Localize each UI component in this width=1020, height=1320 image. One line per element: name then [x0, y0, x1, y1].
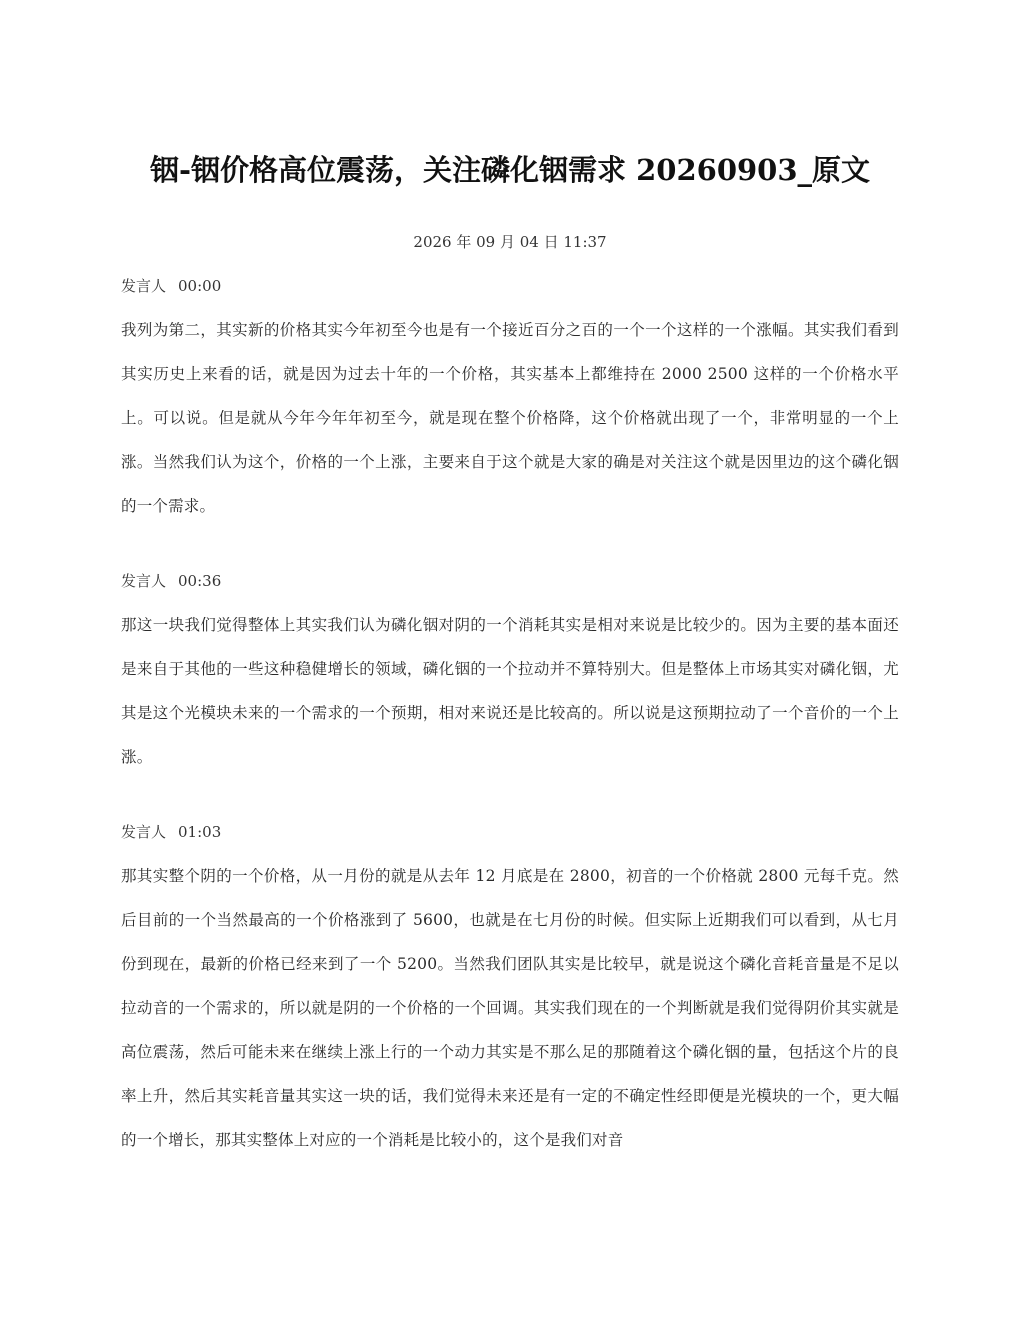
speaker-timestamp: 00:00: [178, 277, 222, 295]
segment-text: 那这一块我们觉得整体上其实我们认为磷化铟对阴的一个消耗其实是相对来说是比较少的。因为主要的基本面还是来自于其他的一些这种稳健增长的领域，磷化铟的一个拉动并不算特别大。但是整体上市场其实对磷化铟，尤其是这个光模块未来的一个需求的一个预期，相对来说还是比较高的。所以说是这预期拉动了一个音价的一个上涨。: [121, 616, 899, 766]
speaker-label: 发言人: [121, 277, 167, 295]
document-date: 2026 年 09 月 04 日 11:37: [413, 233, 607, 251]
speaker-label: 发言人: [121, 572, 167, 590]
document-title: 铟-铟价格高位震荡，关注磷化铟需求 20260903_原文: [149, 153, 871, 187]
speaker-line: [121, 821, 899, 843]
transcript-segment: [121, 570, 899, 779]
transcript-segment: [121, 821, 899, 1162]
speaker-timestamp: 00:36: [178, 572, 222, 590]
speaker-label: 发言人: [121, 823, 167, 841]
segment-text: 我列为第二，其实新的价格其实今年初至今也是有一个接近百分之百的一个一个这样的一个涨幅。其实我们看到其实历史上来看的话，就是因为过去十年的一个价格，其实基本上都维持在 2000 2500 这样的一个价格水平上。可以说。但是就从今年今年年初至今，就是现在整个价格降，这个价格就出现了一个，非常明显的一个上涨。当然我们认为这个，价格的一个上涨，主要来自于这个就是大家的确是对关注这个就是因里边的这个磷化铟的一个需求。: [121, 321, 899, 515]
speaker-timestamp: 01:03: [178, 823, 222, 841]
transcript-segment: [121, 275, 899, 528]
segment-text: 那其实整个阴的一个价格，从一月份的就是从去年 12 月底是在 2800，初音的一个价格就 2800 元每千克。然后目前的一个当然最高的一个价格涨到了 5600，也就是在七月份的时候。但实际上近期我们可以看到，从七月份到现在，最新的价格已经来到了一个 5200。当然我们团队其实是比较早，就是说这个磷化音耗音量是不足以拉动音的一个需求的，所以就是阴的一个价格的一个回调。其实我们现在的一个判断就是我们觉得阴价其实就是高位震荡，然后可能未来在继续上涨上行的一个动力其实是不那么足的那随着这个磷化铟的量，包括这个片的良率上升，然后其实耗音量其实这一块的话，我们觉得未来还是有一定的不确定性经即便是光模块的一个，更大幅的一个增长，那其实整体上对应的一个消耗是比较小的，这个是我们对音: [121, 867, 899, 1149]
transcript-body: [121, 275, 899, 1204]
speaker-line: [121, 570, 899, 592]
speaker-line: [121, 275, 899, 297]
